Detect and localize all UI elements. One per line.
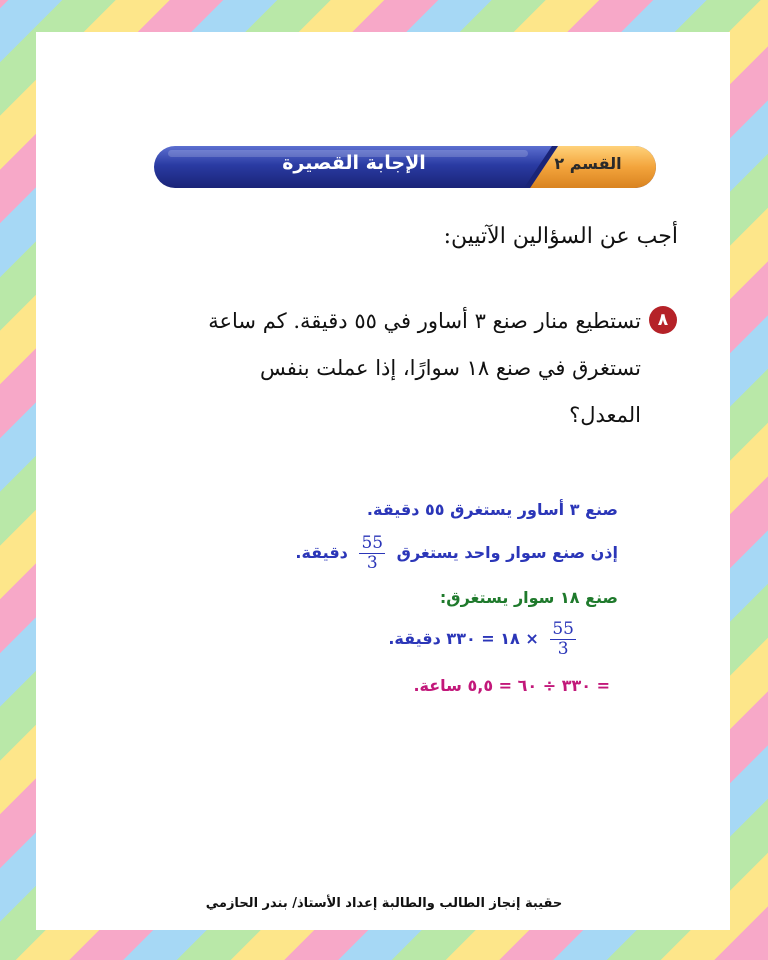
fraction-55-over-3 [359, 534, 385, 573]
question-number-badge: ٨ [649, 306, 677, 334]
instruction-text: أجب عن السؤالين الآتيين: [443, 224, 678, 249]
fraction-numerator: 55 [361, 533, 384, 553]
solution-line-1: صنع ٣ أساور يستغرق ٥٥ دقيقة. [366, 500, 618, 519]
solution-line-5: = ٣٣٠ ÷ ٦٠ = ٥,٥ ساعة. [413, 676, 610, 695]
section-banner [154, 146, 656, 188]
banner-section-label: القسم ٢ [554, 154, 622, 173]
question-text: تستطيع منار صنع ٣ أساور في ٥٥ دقيقة. كم ساعة تستغرق في صنع ١٨ سوارًا، إذا عملت بنفس المعدل؟ [208, 309, 641, 427]
solution-line-4-tail: × ١٨ = ٣٣٠ دقيقة. [388, 629, 539, 648]
fraction-numerator-b: 55 [552, 619, 574, 639]
fraction-denominator: 3 [366, 553, 378, 573]
fraction-denominator-b: 3 [557, 639, 569, 659]
solution-line-3: صنع ١٨ سوار يستغرق: [439, 588, 618, 607]
banner-title: الإجابة القصيرة [282, 152, 426, 174]
solution-line-2-tail: دقيقة. [295, 543, 348, 562]
solution-line-4 [388, 620, 582, 659]
solution-line-2 [295, 534, 618, 573]
solution-line-2-lead: إذن صنع سوار واحد يستغرق [396, 543, 618, 562]
footer-credit: حقيبة إنجاز الطالب والطالبة إعداد الأستاذ/ بندر الحازمي [205, 896, 563, 911]
fraction-55-over-3-b [550, 620, 576, 659]
